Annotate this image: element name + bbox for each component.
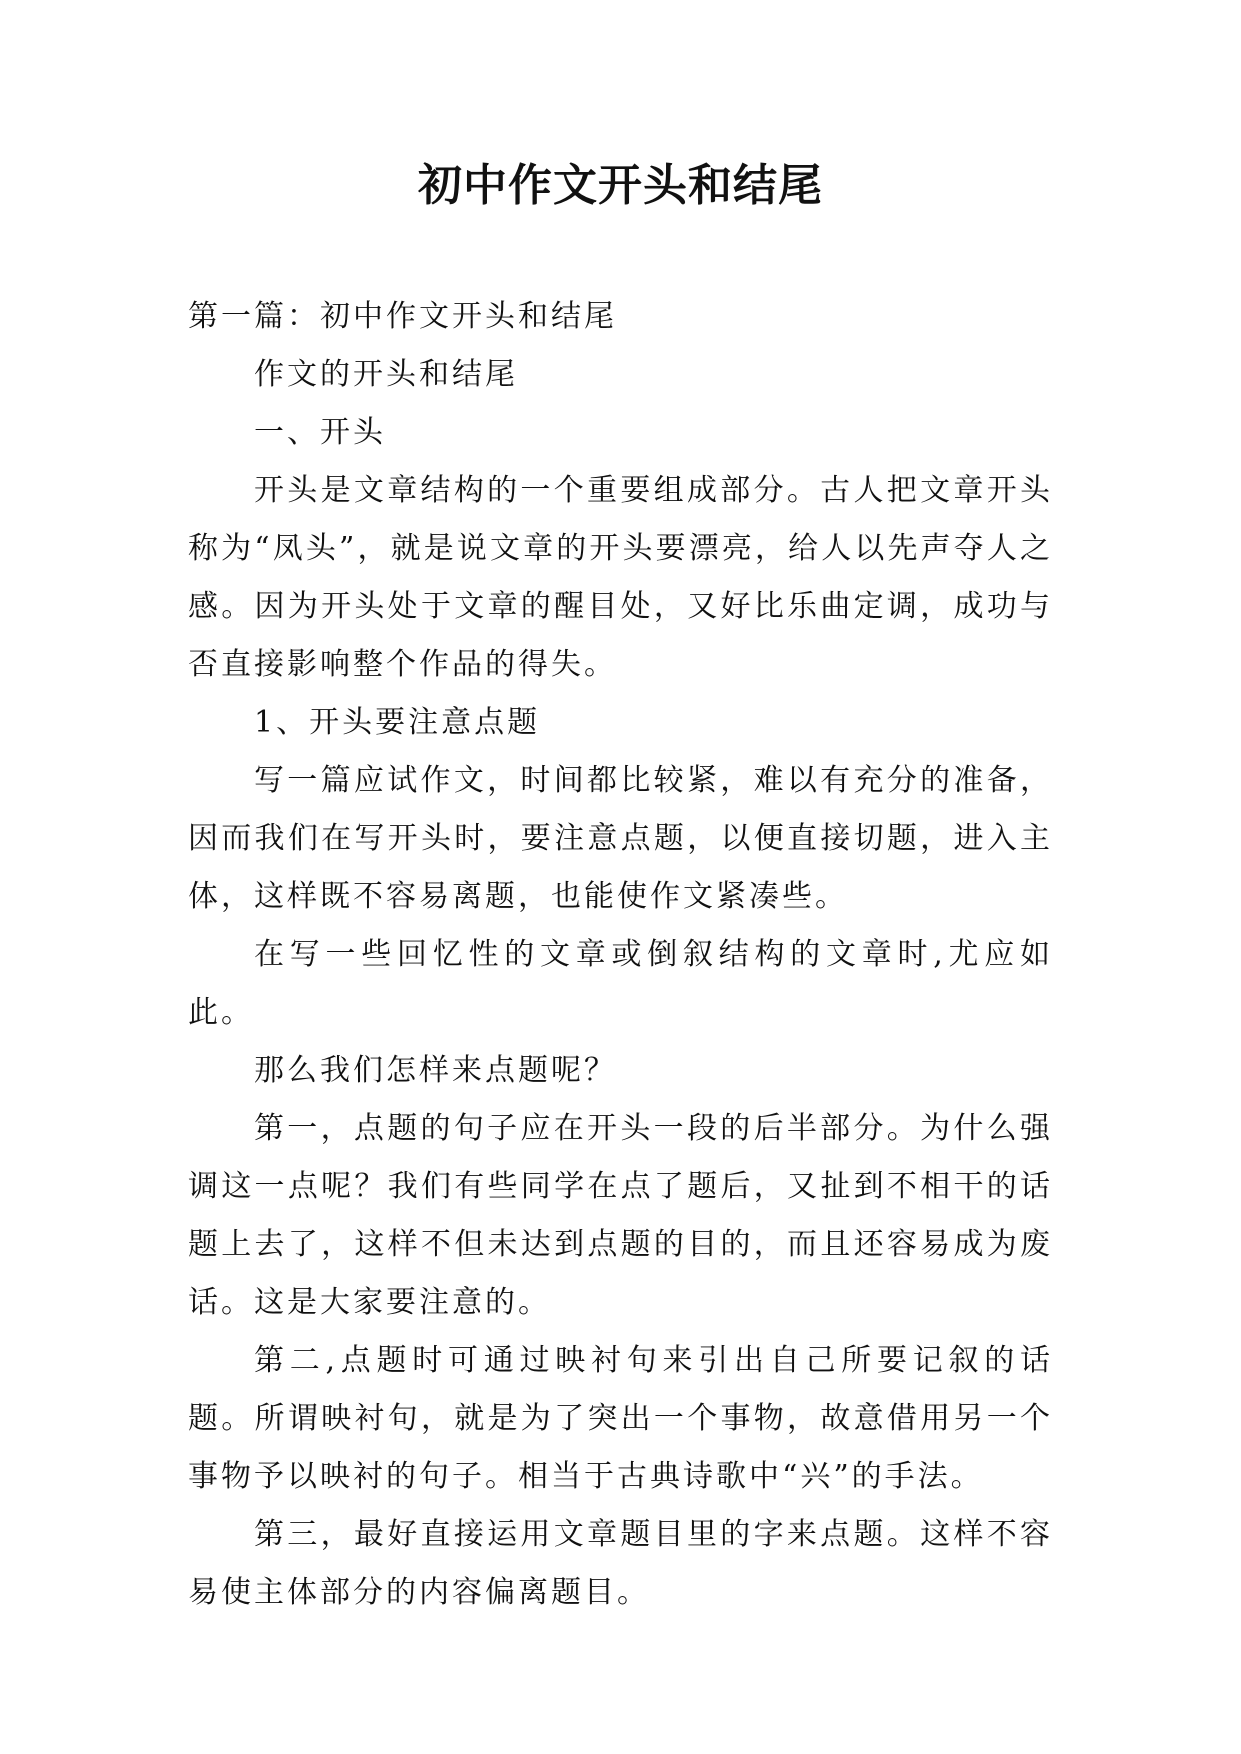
body-paragraph: 第三，最好直接运用文章题目里的字来点题。这样不容易使主体部分的内容偏离题目。 xyxy=(188,1517,1053,1610)
part-heading-opening: 一、开头 xyxy=(254,415,386,450)
document-title: 初中作文开头和结尾 xyxy=(418,160,823,211)
body-paragraph: 开头是文章结构的一个重要组成部分。古人把文章开头称为“凤头”，就是说文章的开头要漂亮，给人以先声夺人之感。因为开头处于文章的醒目处，又好比乐曲定调，成功与否直接影响整个作品的得失。 xyxy=(188,473,1053,682)
document-body xyxy=(188,288,1053,1622)
subtitle-paragraph: 作文的开头和结尾 xyxy=(254,357,518,392)
body-paragraph: 那么我们怎样来点题呢？ xyxy=(254,1053,617,1088)
body-paragraph: 在写一些回忆性的文章或倒叙结构的文章时,尤应如此。 xyxy=(188,937,1053,1030)
section-heading: 第一篇：初中作文开头和结尾 xyxy=(188,299,617,334)
body-paragraph: 第一，点题的句子应在开头一段的后半部分。为什么强调这一点呢？我们有些同学在点了题后，又扯到不相干的话题上去了，这样不但未达到点题的目的，而且还容易成为废话。这是大家要注意的。 xyxy=(188,1111,1053,1320)
body-paragraph: 第二,点题时可通过映衬句来引出自己所要记叙的话题。所谓映衬句，就是为了突出一个事物，故意借用另一个事物予以映衬的句子。相当于古典诗歌中“兴”的手法。 xyxy=(188,1343,1053,1494)
subheading-point-topic: 1、开头要注意点题 xyxy=(254,705,541,740)
body-paragraph: 写一篇应试作文，时间都比较紧，难以有充分的准备，因而我们在写开头时，要注意点题，以便直接切题，进入主体，这样既不容易离题，也能使作文紧凑些。 xyxy=(188,763,1053,914)
